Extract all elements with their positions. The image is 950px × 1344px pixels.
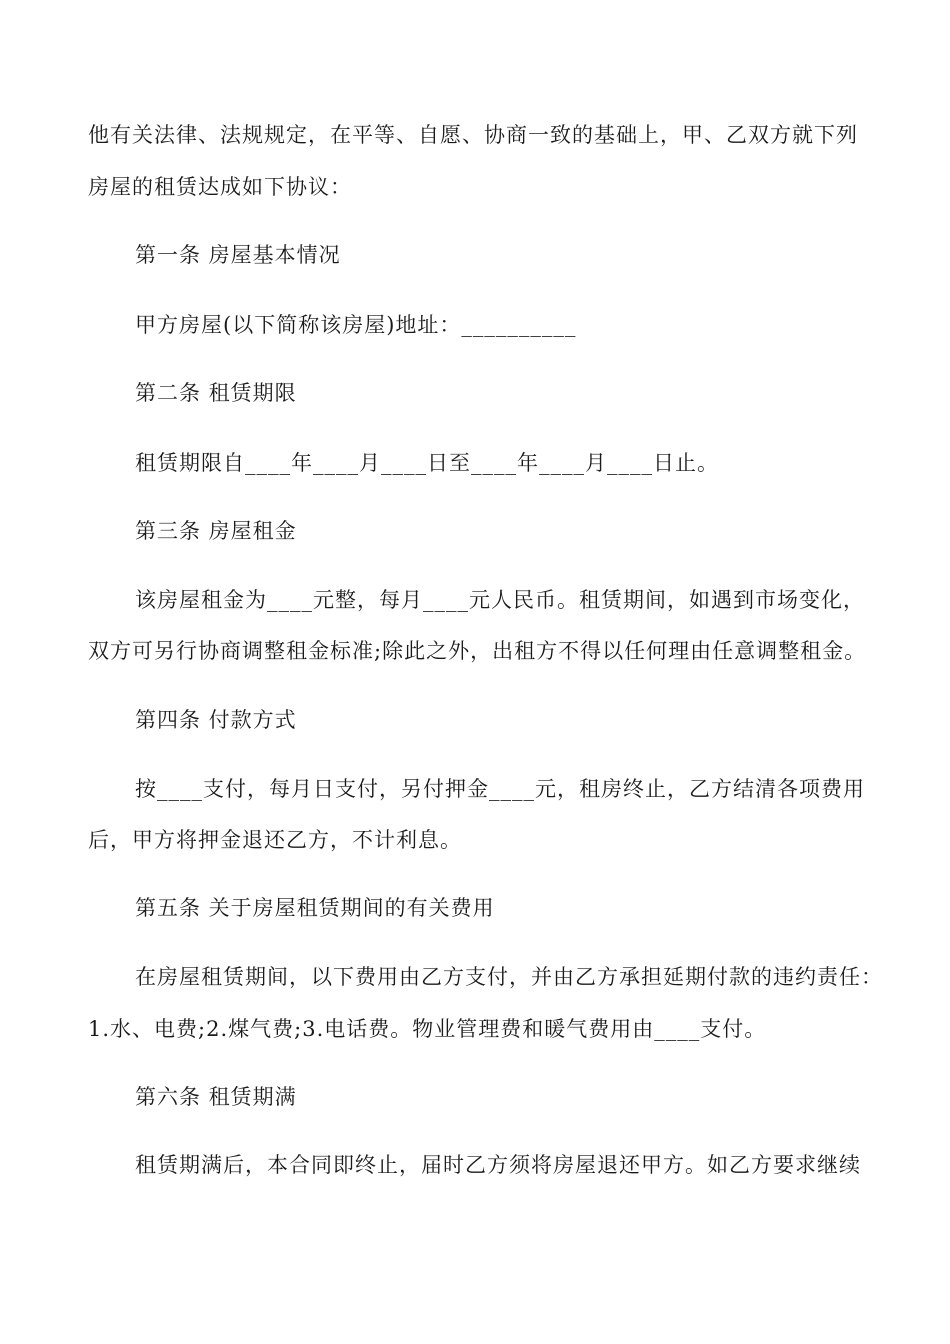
paragraph-line: 1.水、电费;2.煤气费;3.电话费。物业管理费和暖气费用由____支付。: [88, 1017, 767, 1041]
article-heading-1: 第一条 房屋基本情况: [135, 243, 341, 267]
article-heading-6: 第六条 租赁期满: [135, 1085, 297, 1109]
paragraph-line: 按____支付，每月日支付，另付押金____元，租房终止，乙方结清各项费用: [135, 777, 865, 801]
article-heading-4: 第四条 付款方式: [135, 708, 297, 732]
paragraph-line: 在房屋租赁期间，以下费用由乙方支付，并由乙方承担延期付款的违约责任：: [135, 965, 883, 989]
article-heading-3: 第三条 房屋租金: [135, 519, 297, 543]
paragraph-line: 该房屋租金为____元整，每月____元人民币。租赁期间，如遇到市场变化，: [135, 588, 865, 612]
paragraph-line: 租赁期满后，本合同即终止，届时乙方须将房屋退还甲方。如乙方要求继续: [135, 1153, 861, 1177]
article-heading-5: 第五条 关于房屋租赁期间的有关费用: [135, 896, 495, 920]
paragraph-line: 房屋的租赁达成如下协议：: [88, 175, 352, 199]
paragraph-line: 双方可另行协商调整租金标准;除此之外，出租方不得以任何理由任意调整租金。: [88, 639, 867, 663]
article-heading-2: 第二条 租赁期限: [135, 381, 297, 405]
paragraph-line: 后，甲方将押金退还乙方，不计利息。: [88, 828, 462, 852]
paragraph-line: 他有关法律、法规规定，在平等、自愿、协商一致的基础上，甲、乙双方就下列: [88, 123, 858, 147]
paragraph-line: 甲方房屋(以下简称该房屋)地址：__________: [135, 313, 577, 337]
paragraph-line: 租赁期限自____年____月____日至____年____月____日止。: [135, 451, 719, 475]
